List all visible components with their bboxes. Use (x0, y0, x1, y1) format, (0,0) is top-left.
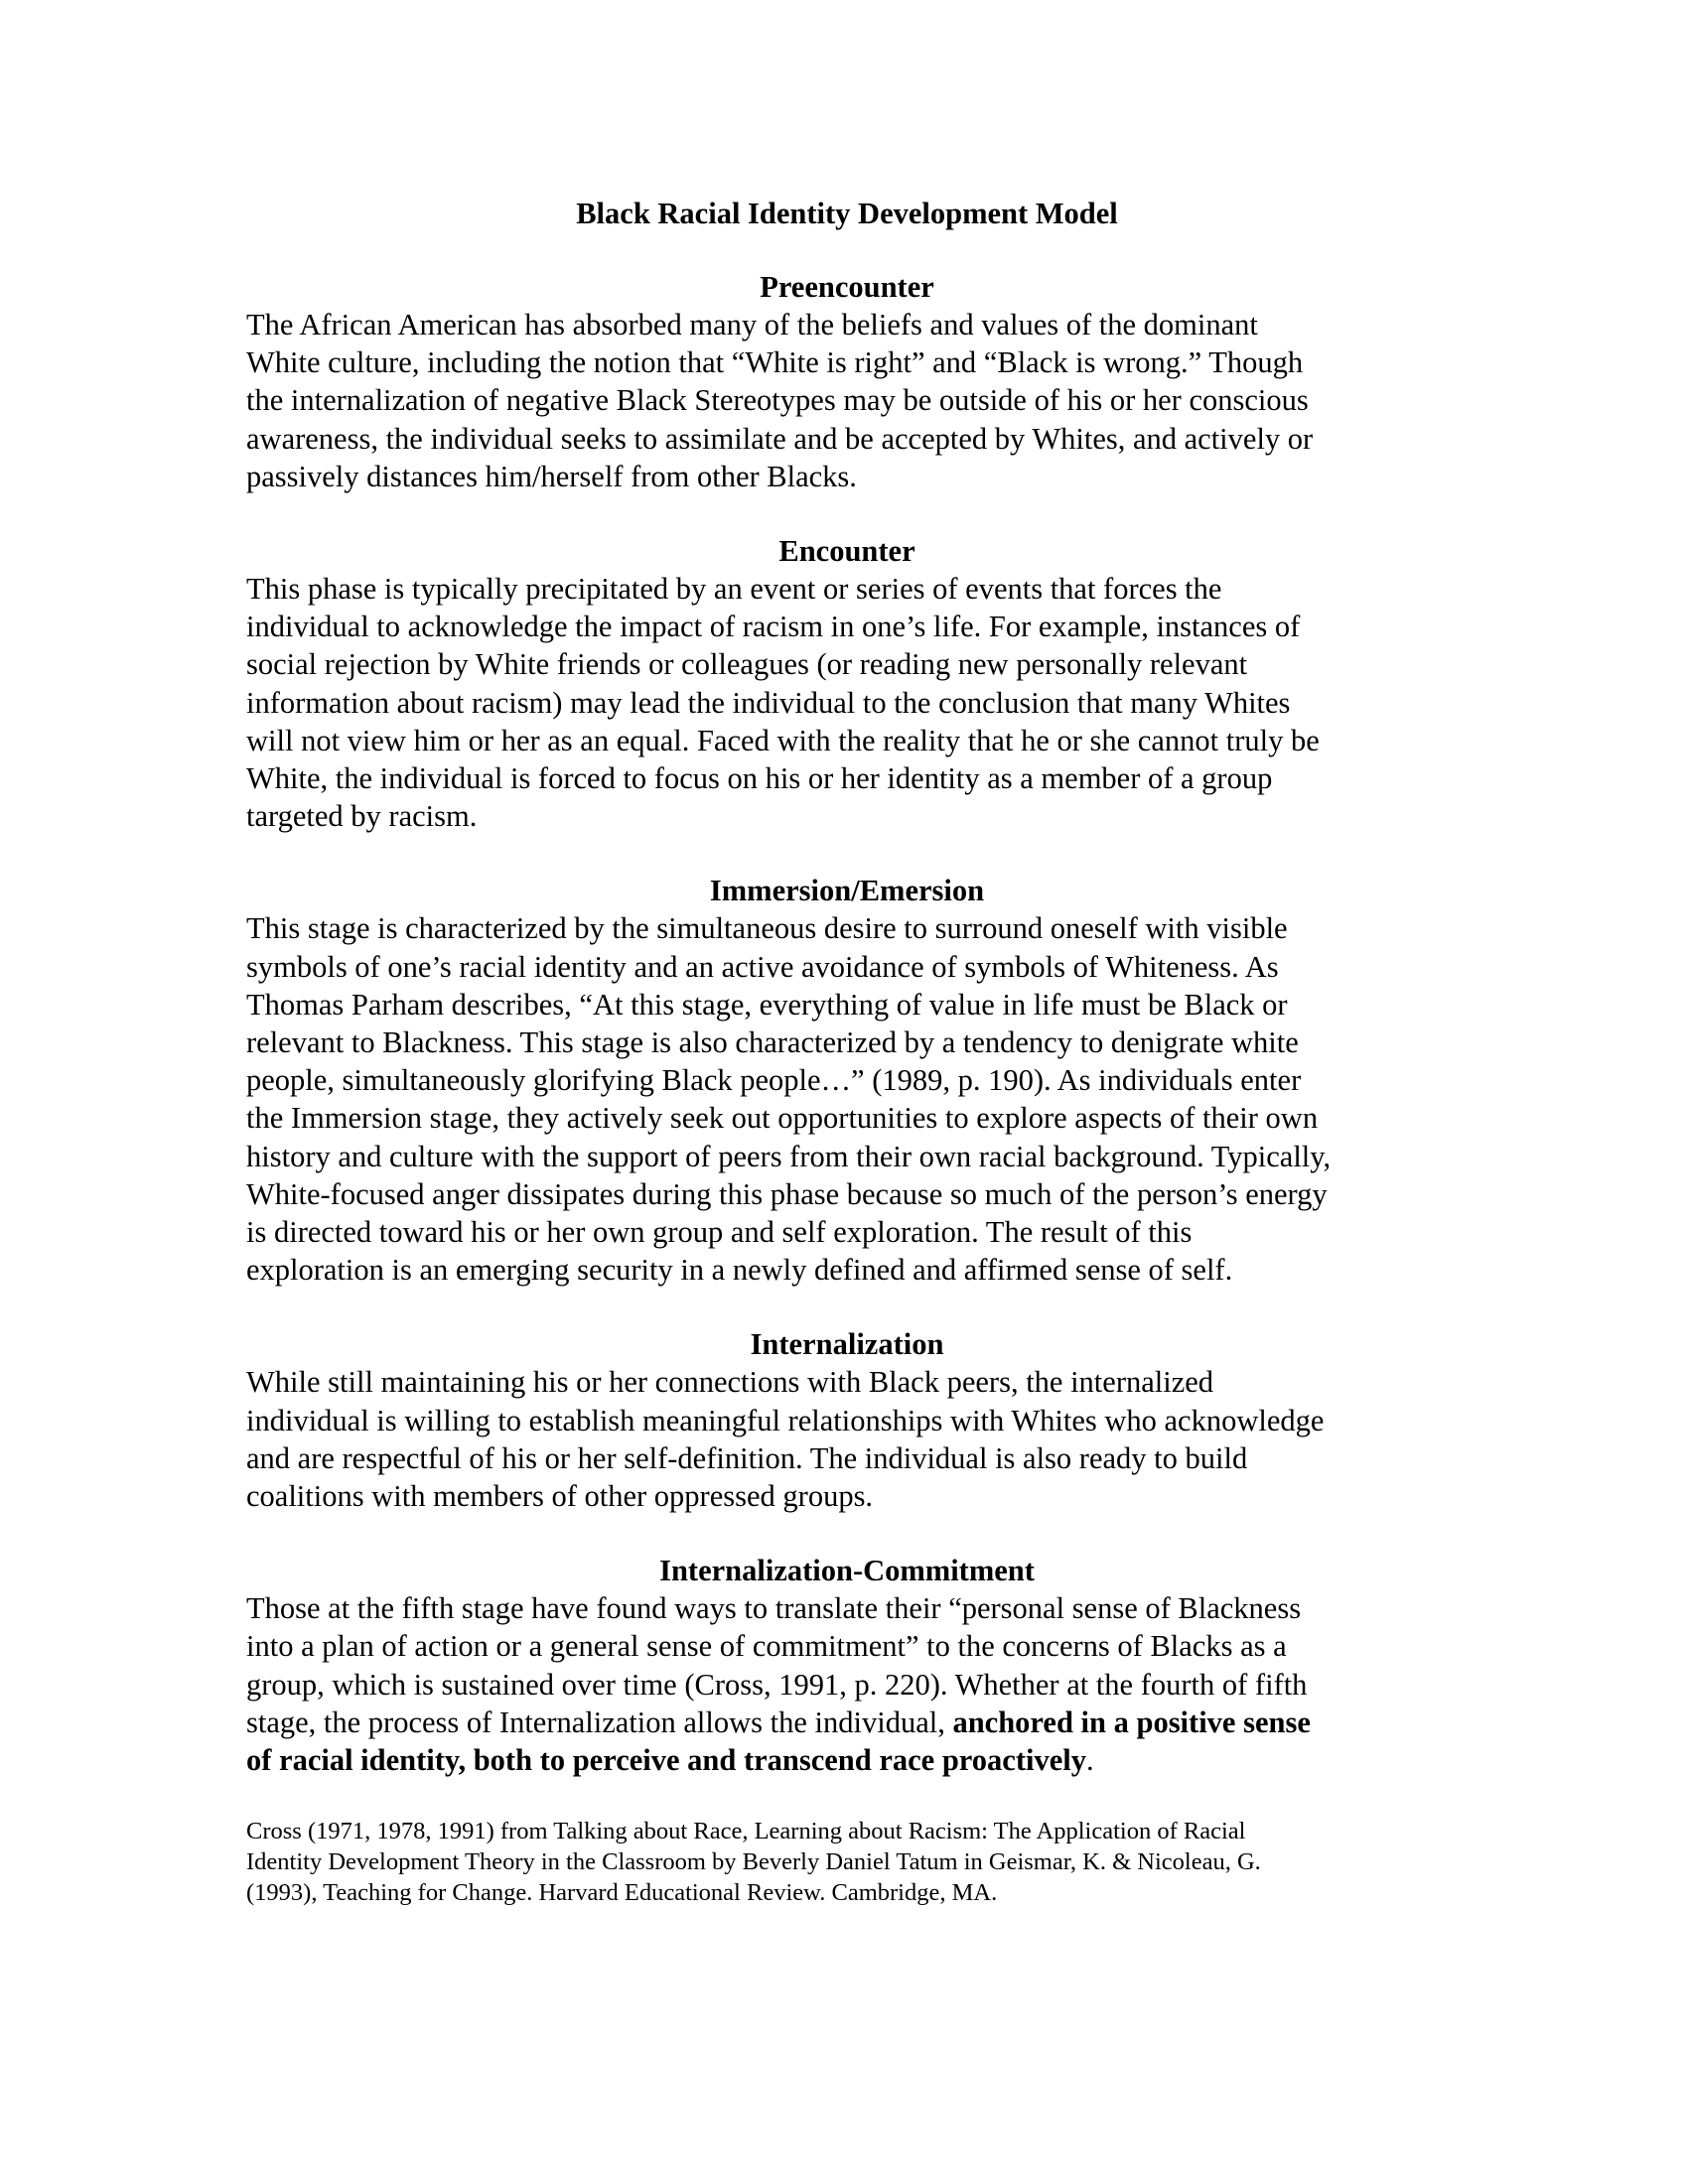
section-immersion-emersion (246, 872, 1448, 1289)
section-heading: Preencounter (760, 270, 934, 304)
document-title: Black Racial Identity Development Model (576, 197, 1118, 230)
document-page (246, 195, 1448, 1908)
section-encounter (246, 532, 1448, 835)
section-heading: Immersion/Emersion (709, 874, 985, 908)
section-heading: Internalization-Commitment (659, 1554, 1035, 1588)
citation: Cross (1971, 1978, 1991) from Talking about Race, Learning about Racism: The Application of Racial Identity Development Theory in the Classroom by Beverly Daniel Tatum in Geismar, K. & Nicoleau, G. (1993), Teaching for Change. Harvard Educational Review. Cambridge, MA. (246, 1818, 1261, 1907)
section-preencounter (246, 268, 1448, 495)
section-body: This stage is characterized by the simultaneous desire to surround oneself with visible symbols of one’s racial identity and an active avoidance of symbols of Whiteness. As Thomas Parham describes, “At this stage, everything of value in life must be Black or relevant to Blackness. This stage is also characterized by a tendency to denigrate white people, simultaneously glorifying Black people…” (1989, p. 190). As individuals enter the Immersion stage, they actively seek out opportunities to explore aspects of their own history and culture with the support of peers from their own racial background. Typically, White-focused anger dissipates during this phase because so much of the person’s energy is directed toward his or her own group and self exploration. The result of this exploration is an emerging security in a newly defined and affirmed sense of self. (246, 911, 1332, 1288)
section-body-emphasis: anchored in a positive sense of racial identity, both to perceive and transcend race proactively (246, 1705, 1311, 1778)
section-heading: Internalization (750, 1327, 944, 1362)
section-body: This phase is typically precipitated by an event or series of events that forces the individual to acknowledge the impact of racism in one’s life. For example, instances of social rejection by White friends or colleagues (or reading new personally relevant information about racism) may lead the individual to the conclusion that many Whites will not view him or her as an equal. Faced with the reality that he or she cannot truly be White, the individual is forced to focus on his or her identity as a member of a group targeted by racism. (246, 572, 1320, 834)
section-body (246, 1589, 1448, 1779)
section-body-end: . (1085, 1743, 1094, 1778)
section-body: While still maintaining his or her connections with Black peers, the internalized individual is willing to establish meaningful relationships with Whites who acknowledge and are respectful of his or her self-definition. The individual is also ready to build coalitions with members of other oppressed groups. (246, 1365, 1325, 1514)
section-internalization-commitment (246, 1552, 1448, 1779)
section-heading: Encounter (778, 534, 915, 569)
section-body: The African American has absorbed many of the beliefs and values of the dominant White culture, including the notion that “White is right” and “Black is wrong.” Though the internalization of negative Black Stereotypes may be outside of his or her conscious awareness, the individual seeks to assimilate and be accepted by Whites, and actively or passively distances him/herself from other Blacks. (246, 308, 1314, 493)
section-internalization (246, 1325, 1448, 1515)
section-body-text: Those at the fifth stage have found ways to translate their “personal sense of Blackness into a plan of action or a general sense of commitment” to the concerns of Blacks as a group, which is sustained over time (Cross, 1991, p. 220). Whether at the fourth of fifth stage, the process of Internalization allows the individual, (246, 1591, 1308, 1739)
